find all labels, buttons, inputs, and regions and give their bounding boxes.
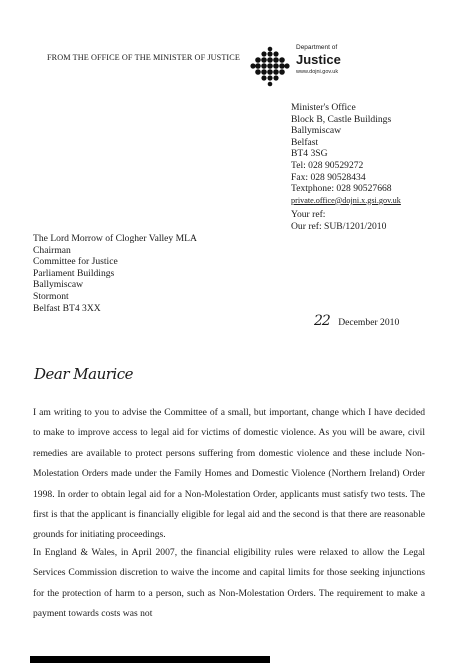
recipient-line: Ballymiscaw: [33, 279, 84, 291]
letter-date: [314, 313, 399, 329]
department-website: www.dojni.gov.uk: [296, 69, 339, 75]
department-logo-icon: [249, 46, 291, 88]
recipient-address: [33, 233, 197, 314]
handwritten-greeting: Dear Maurice: [34, 365, 133, 383]
sender-address: [291, 102, 401, 206]
your-ref: Your ref:: [291, 209, 326, 220]
recipient-line: Committee for Justice: [33, 256, 118, 268]
address-line: Belfast: [291, 136, 319, 148]
recipient-line: Parliament Buildings: [33, 267, 115, 279]
date-day-handwritten: 22: [314, 313, 330, 329]
recipient-line: Stormont: [33, 290, 69, 302]
department-heading: [296, 44, 341, 75]
recipient-line: Belfast BT4 3XX: [33, 302, 101, 314]
address-line: Ballymiscaw: [291, 125, 342, 137]
address-line: Minister's Office: [291, 102, 356, 113]
office-line: FROM THE OFFICE OF THE MINISTER OF JUSTICE: [47, 53, 240, 62]
recipient-line: The Lord Morrow of Clogher Valley MLA: [33, 233, 197, 244]
department-of-label: Department of: [296, 44, 338, 51]
textphone: Textphone: 028 90527668: [291, 183, 392, 195]
our-ref: Our ref: SUB/1201/2010: [291, 220, 387, 232]
department-name: Justice: [296, 52, 341, 67]
body-paragraph: I am writing to you to advise the Committee of a small, but important, change which I have decided to make to improve access to legal aid for victims of domestic violence. As you will be aware, civil remedies are available to protect persons suffering from domestic violence and these include Non-Molestation Orders made under the Family Homes and Domestic Violence (Northern Ireland) Order 1998. In order to obtain legal aid for a Non-Molestation Order, applicants must satisfy two tests. The first is that the applicant is financially eligible for legal aid and the second is that there are reasonable grounds for initiating proceedings.: [33, 407, 425, 541]
body-paragraph: In England & Wales, in April 2007, the financial eligibility rules were relaxed to allow the Legal Services Commission discretion to waive the income and capital limits for those seeking injunctions for the protection of harm to a person, such as Non-Molestation Orders. The requirement to make a payment towards costs was not: [33, 547, 425, 620]
date-month-year: December 2010: [338, 317, 400, 328]
fax: Fax: 028 90528434: [291, 171, 366, 183]
redaction-bar: [30, 656, 270, 663]
address-line: Block B, Castle Buildings: [291, 113, 392, 125]
sender-email-link[interactable]: private.office@dojni.x.gsi.gov.uk: [291, 195, 401, 205]
references: [291, 209, 386, 232]
address-line: BT4 3SG: [291, 148, 328, 160]
recipient-line: Chairman: [33, 244, 71, 256]
telephone: Tel: 028 90529272: [291, 159, 364, 171]
